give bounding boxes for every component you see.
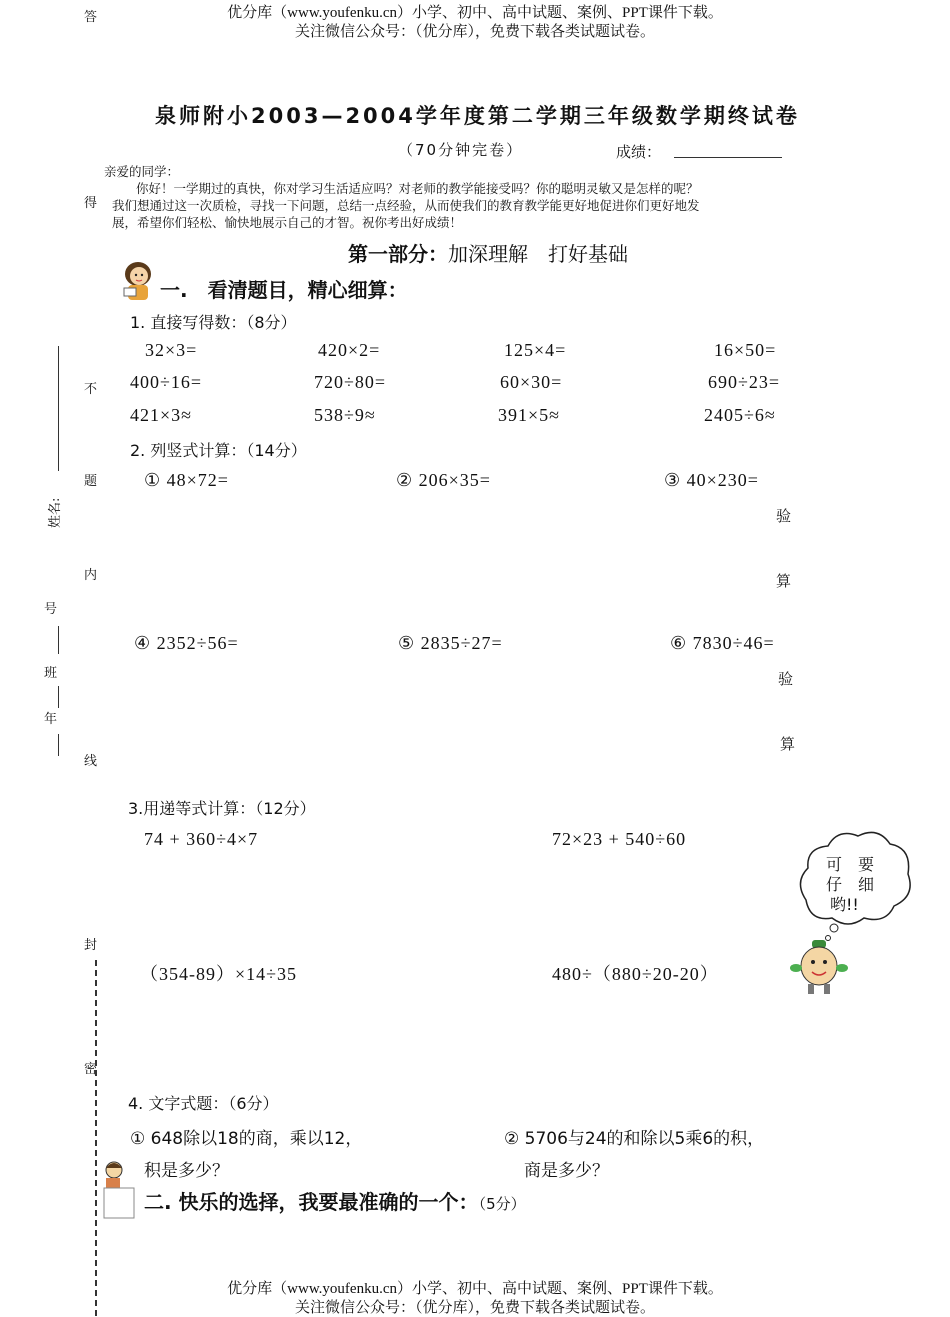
- q1-r3-c2: 538÷9≈: [314, 405, 376, 425]
- q2-item-4: ④ 2352÷56=: [134, 633, 239, 653]
- q2-item-5: ⑤ 2835÷27=: [398, 633, 503, 653]
- name-label: 姓名:: [48, 497, 63, 528]
- check-label-2b: 算: [780, 735, 796, 753]
- margin-nian: 年: [44, 712, 58, 727]
- hao-underline: [58, 626, 59, 654]
- letter-line-1: 你好！一学期过的真快，你对学习生活适应吗？对老师的教学能接受吗？你的聪明灵敏又是怎样的呢？: [136, 181, 699, 196]
- margin-char-ti: 题: [84, 474, 98, 489]
- letter-line-3: 展，希望你们轻松、愉快地展示自己的才智。祝你考出好成绩！: [112, 215, 463, 230]
- q3-item-4: 480÷（880÷20-20）: [552, 964, 719, 984]
- q3-item-1: 74 + 360÷4×7: [144, 829, 259, 849]
- bubble-line-1: 可 要: [826, 855, 875, 874]
- girl-reading-icon: [118, 260, 158, 302]
- q4-item1-line1: ① 648除以18的商，乘以12，: [130, 1129, 363, 1149]
- part1-label: 第一部分：: [348, 242, 448, 266]
- bubble-line-2: 仔 细: [826, 875, 875, 894]
- margin-char-mi: 密: [84, 1062, 98, 1077]
- margin-ban: 班: [44, 666, 58, 681]
- q1-r1-c3: 125×4=: [504, 340, 567, 360]
- margin-char-answer: 答: [84, 10, 98, 25]
- section2-points: （5分）: [478, 1195, 526, 1213]
- check-label-2a: 验: [778, 670, 794, 688]
- teacher-board-icon: [100, 1160, 138, 1220]
- ban-underline: [58, 686, 59, 708]
- margin-char-nei: 内: [84, 568, 98, 583]
- header-line-2: 关注微信公众号：（优分库），免费下载各类试题试卷。: [294, 24, 655, 40]
- q3-item-3: （354-89）×14÷35: [140, 964, 298, 984]
- q1-r2-c2: 720÷80=: [314, 372, 387, 392]
- seal-dashed-line: [95, 960, 97, 1316]
- footer-line-1: 优分库（www.youfenku.cn）小学、初中、高中试题、案例、PPT课件下载。: [227, 1281, 723, 1297]
- q4-item2-line1: ② 5706与24的和除以5乘6的积，: [504, 1129, 765, 1149]
- header-line-1: 优分库（www.youfenku.cn）小学、初中、高中试题、案例、PPT课件下载。: [227, 5, 723, 21]
- q1-r3-c4: 2405÷6≈: [704, 405, 776, 425]
- q1-r2-c1: 400÷16=: [130, 372, 203, 392]
- q2-item-1: ① 48×72=: [144, 470, 229, 490]
- part1-subtitle: 加深理解 打好基础: [448, 242, 628, 266]
- q1-r1-c2: 420×2=: [318, 340, 381, 360]
- q4-label: 4. 文字式题：（6分）: [128, 1094, 279, 1113]
- q1-r1-c4: 16×50=: [714, 340, 777, 360]
- check-label-1b: 算: [776, 572, 792, 590]
- q2-item-6: ⑥ 7830÷46=: [670, 633, 775, 653]
- letter-line-2: 我们想通过这一次质检，寻找一下问题，总结一点经验，从而使我们的教育教学能更好地促进你们更好地发: [112, 198, 700, 213]
- q1-label: 1. 直接写得数：（8分）: [130, 313, 297, 332]
- q1-r2-c3: 60×30=: [500, 372, 563, 392]
- name-underline: [58, 346, 59, 471]
- q4-item2-line2: 商是多少？: [524, 1161, 609, 1181]
- section1-title: 一. 看清题目，精心细算：: [160, 278, 408, 302]
- section2-title: [144, 1186, 526, 1215]
- margin-char-xian: 线: [84, 754, 98, 769]
- q2-item-3: ③ 40×230=: [664, 470, 759, 490]
- letter-greeting: 亲爱的同学：: [104, 164, 180, 179]
- part1-heading: [348, 238, 628, 267]
- q1-r2-c4: 690÷23=: [708, 372, 781, 392]
- score-underline: [674, 157, 782, 158]
- q1-r3-c1: 421×3≈: [130, 405, 193, 425]
- margin-char-bu: 不: [84, 382, 98, 397]
- margin-char-de: 得: [84, 196, 98, 211]
- q2-label: 2. 列竖式计算：（14分）: [130, 441, 307, 460]
- score-label: 成绩：: [616, 143, 662, 161]
- check-label-1a: 验: [776, 507, 792, 525]
- q3-item-2: 72×23 + 540÷60: [552, 829, 687, 849]
- subtitle: （70分钟完卷）: [398, 141, 524, 159]
- q4-item1-line2: 积是多少？: [144, 1161, 229, 1181]
- margin-hao: 号: [44, 602, 58, 617]
- nian-underline: [58, 734, 59, 756]
- margin-char-feng: 封: [84, 938, 98, 953]
- cartoon-kid-icon: [786, 936, 850, 1000]
- q1-r1-c1: 32×3=: [145, 340, 198, 360]
- q2-item-2: ② 206×35=: [396, 470, 491, 490]
- q3-label: 3.用递等式计算：（12分）: [128, 799, 316, 818]
- section2-title-text: 二. 快乐的选择，我要最准确的一个：: [144, 1190, 479, 1214]
- footer-line-2: 关注微信公众号：（优分库），免费下载各类试题试卷。: [294, 1300, 655, 1316]
- page-title: 泉师附小2003—2004学年度第二学期三年级数学期终试卷: [155, 104, 800, 128]
- q1-r3-c3: 391×5≈: [498, 405, 561, 425]
- bubble-line-3: 哟!!: [830, 895, 859, 914]
